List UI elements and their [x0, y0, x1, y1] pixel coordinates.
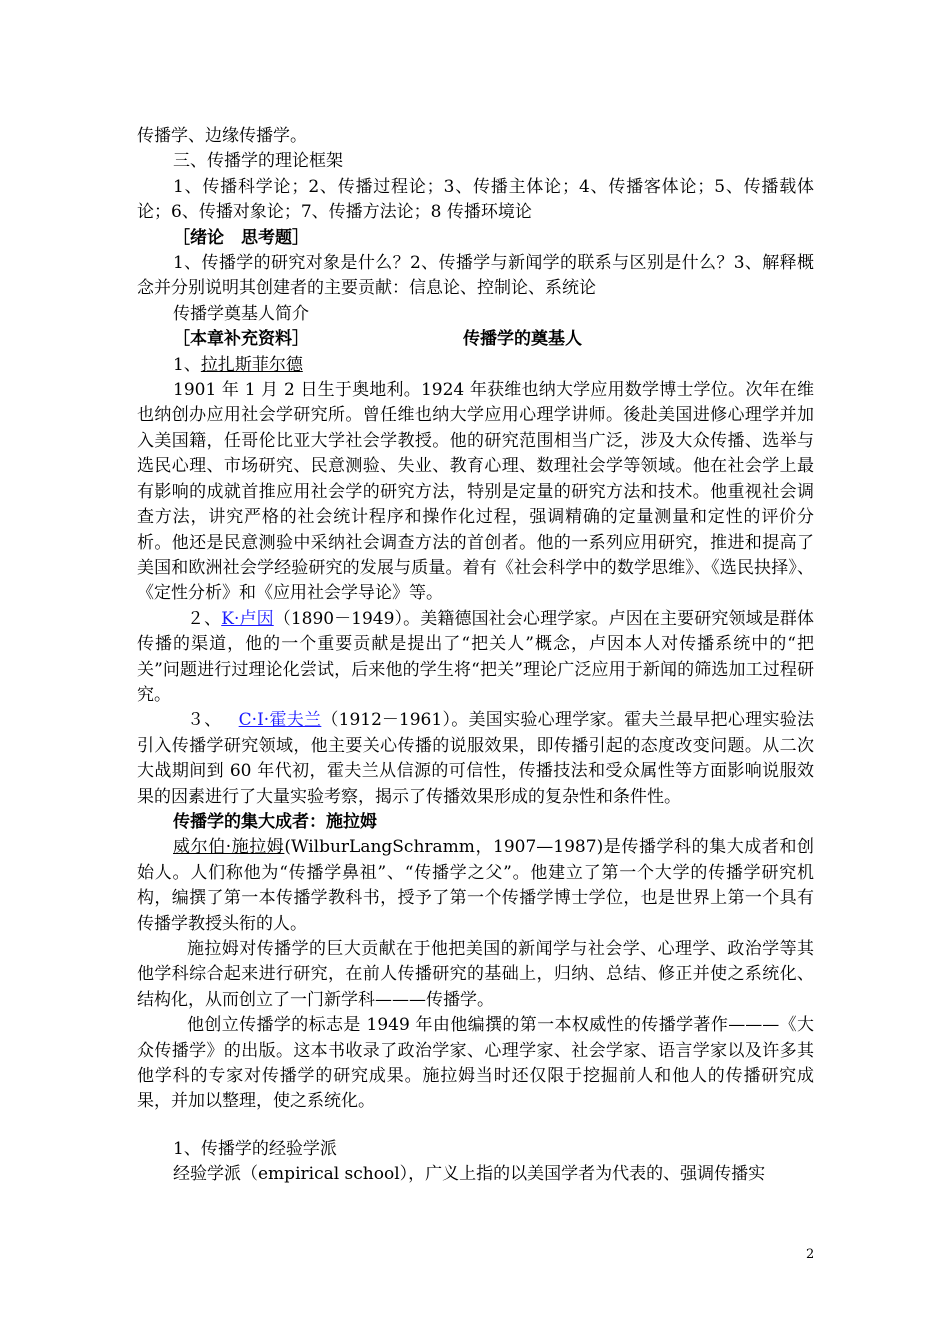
founder-1-heading — [137, 353, 814, 378]
schramm-heading: 传播学的集大成者：施拉姆 — [173, 811, 377, 832]
exercise-heading: ［绪论 思考题］ — [173, 227, 309, 248]
founder-2-link[interactable]: K·卢因 — [221, 608, 274, 629]
schramm-name: 威尔伯·施拉姆 — [173, 837, 285, 858]
schramm-contribution-paragraph: 施拉姆对传播学的巨大贡献在于他把美国的新闻学与社会学、心理学、政治学等其他学科综合起来进行研究，在前人传播研究的基础上，归纳、总结、修正并使之系统化、结构化，从而创立了一门新学科———传播学。 — [137, 939, 814, 1010]
exercise-questions: 1、传播学的研究对象是什么？2、传播学与新闻学的联系与区别是什么？3、解释概念并分别说明其创建者的主要贡献：信息论、控制论、系统论 — [137, 253, 814, 299]
section-heading: 三、传播学的理论框架 — [173, 151, 343, 172]
schramm-text: (WilburLangSchramm，1907—1987)是传播学科的集大成者和创始人。人们称他为“传播学鼻祖”、“传播学之父”。他建立了第一个大学的传播学研究机构，编撰了第一本传播学教科书，授予了第一个传播学博士学位，也是世界上第一个具有传播学教授头衔的人。 — [137, 837, 815, 934]
founder-1-number: 1、 — [173, 354, 201, 375]
schramm-founding-paragraph: 他创立传播学的标志是 1949 年由他编撰的第一本权威性的传播学著作———《大众传播学》的出版。这本书收录了政治学家、心理学家、社会学家、语言学家以及许多其他学科的专家对传播学的研究成果。施拉姆当时还仅限于挖掘前人和他人的传播研究成果，并加以整理，使之系统化。 — [137, 1015, 814, 1112]
founder-3-link[interactable]: C·I·霍夫兰 — [238, 710, 322, 731]
empirical-school-paragraph: 经验学派（empirical school），广义上指的以美国学者为代表的、强调传播实 — [173, 1164, 766, 1185]
founders-intro-heading: 传播学奠基人简介 — [173, 303, 309, 324]
founder-2-text: （1890－1949）。美籍德国社会心理学家。卢因在主要研究领域是群体传播的渠道，他的一个重要贡献是提出了“把关人”概念，卢因本人对传播系统中的“把关”问题进行过理论化尝试，后来他的学生将“把关”理论广泛应用于新闻的筛选加工过程研究。 — [137, 608, 814, 705]
supplement-label: ［本章补充资料］ — [173, 329, 309, 350]
founder-2-paragraph — [137, 607, 814, 709]
supplement-header — [137, 327, 814, 352]
supplement-title: 传播学的奠基人 — [463, 329, 582, 350]
blank-line — [137, 1115, 814, 1137]
theory-framework-list: 1、传播科学论；2、传播过程论；3、传播主体论；4、传播客体论；5、传播载体论；6、传播对象论；7、传播方法论；8 传播环境论 — [137, 176, 814, 223]
page-number: 2 — [806, 1247, 815, 1262]
empirical-school-heading: 1、传播学的经验学派 — [173, 1138, 337, 1159]
founder-3-number: ３、 — [187, 710, 222, 731]
founder-3-text: （1912－1961）。美国实验心理学家。霍夫兰最早把心理实验法引入传播学研究领域，他主要关心传播的说服效果，即传播引起的态度改变问题。从二次大战期间到 60 年代初，霍夫兰从信源的可信性，传播技法和受众属性等方面影响说服效果的因素进行了大量实验考察，揭示了传播效果形成的复杂性和条件性。 — [137, 710, 814, 807]
founder-2-number: ２、 — [187, 608, 222, 629]
founder-1-name: 拉扎斯菲尔德 — [200, 354, 303, 375]
founder-1-paragraph: 1901 年 1 月 2 日生于奥地利。1924 年获维也纳大学应用数学博士学位。次年在维也纳创办应用社会学研究所。曾任维也纳大学应用心理学讲师。後赴美国进修心理学并加入美国籍，任哥伦比亚大学社会学教授。他的研究范围相当广泛，涉及大众传播、选举与选民心理、市场研究、民意测验、失业、教育心理、数理社会学等领域。他在社会学上最有影响的成就首推应用社会学的研究方法，特别是定量的研究方法和技术。他重视社会调查方法，讲究严格的社会统计程序和操作化过程，强调精确的定量测量和定性的评价分析。他还是民意测验中采纳社会调查方法的首创者。他的一系列应用研究，推进和提高了美国和欧洲社会学经验研究的发展与质量。着有《社会科学中的数学思维》、《选民抉择》、《定性分析》和《应用社会学导论》等。 — [137, 380, 814, 604]
founder-3-paragraph — [137, 708, 814, 810]
page-body — [137, 124, 814, 1188]
schramm-paragraph — [137, 835, 814, 937]
text-line: 传播学、边缘传播学。 — [137, 126, 307, 146]
